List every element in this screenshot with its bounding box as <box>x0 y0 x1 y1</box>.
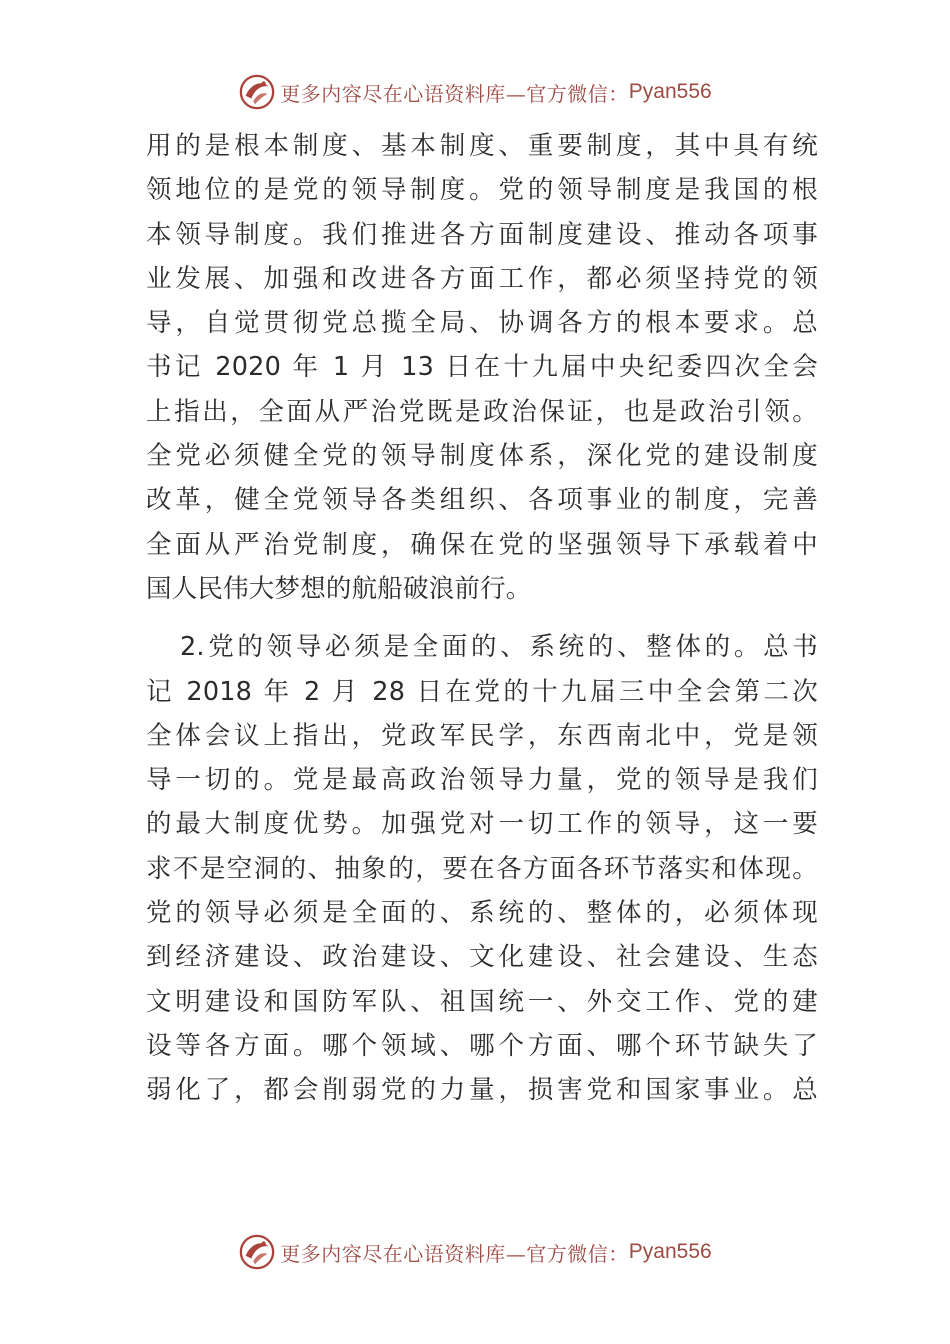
text-line: 本领导制度。我们推进各方面制度建设、推动各项事 <box>146 219 818 250</box>
header-watermark <box>0 70 950 114</box>
watermark-text: 更多内容尽在心语资料库—官方微信： <box>280 1241 629 1266</box>
logo-icon <box>238 1233 276 1271</box>
footer-watermark <box>0 1230 950 1274</box>
text-line: 的最大制度优势。加强党对一切工作的领导，这一要 <box>146 809 818 840</box>
text-line: 全面从严治党制度，确保在党的坚强领导下承载着中 <box>146 529 818 560</box>
text-line: 弱化了，都会削弱党的力量，损害党和国家事业。总 <box>146 1075 818 1106</box>
text-line: 全体会议上指出，党政军民学，东西南北中，党是领 <box>146 720 818 751</box>
text-line: 导一切的。党是最高政治领导力量，党的领导是我们 <box>146 765 818 796</box>
text-line: 导，自觉贯彻党总揽全局、协调各方的根本要求。总 <box>146 308 818 339</box>
watermark-text: 更多内容尽在心语资料库—官方微信： <box>280 81 629 106</box>
text-line: 书记 2020 年 1 月 13 日在十九届中央纪委四次全会 <box>146 352 818 383</box>
text-line: 用的是根本制度、基本制度、重要制度，其中具有统 <box>146 131 818 161</box>
text-line: 记 2018 年 2 月 28 日在党的十九届三中全会第二次 <box>146 676 818 707</box>
paragraph <box>146 625 818 1112</box>
text-line: 国人民伟大梦想的航船破浪前行。 <box>146 573 532 604</box>
text-line: 领地位的是党的领导制度。党的领导制度是我国的根 <box>146 175 818 206</box>
text-line: 求不是空洞的、抽象的，要在各方面各环节落实和体现。 <box>146 853 818 884</box>
text-line: 文明建设和国防军队、祖国统一、外交工作、党的建 <box>146 986 818 1017</box>
text-line: 到经济建设、政治建设、文化建设、社会建设、生态 <box>146 942 818 973</box>
text-line: 全党必须健全党的领导制度体系，深化党的建设制度 <box>146 441 818 472</box>
text-line: 业发展、加强和改进各方面工作，都必须坚持党的领 <box>146 263 818 294</box>
text-line: 改革，健全党领导各类组织、各项事业的制度，完善 <box>146 485 818 516</box>
text-line: 设等各方面。哪个领域、哪个方面、哪个环节缺失了 <box>146 1030 818 1061</box>
wechat-id: Pyan556 <box>628 80 712 103</box>
text-line: 上指出，全面从严治党既是政治保证，也是政治引领。 <box>146 396 818 427</box>
text-line: 2.党的领导必须是全面的、系统的、整体的。总书 <box>180 632 818 663</box>
paragraph <box>146 124 818 611</box>
paragraph-spacer <box>146 611 818 625</box>
text-line: 党的领导必须是全面的、系统的、整体的，必须体现 <box>146 898 818 929</box>
wechat-id: Pyan556 <box>628 1240 712 1263</box>
logo-icon <box>238 73 276 111</box>
document-body <box>146 124 818 1113</box>
